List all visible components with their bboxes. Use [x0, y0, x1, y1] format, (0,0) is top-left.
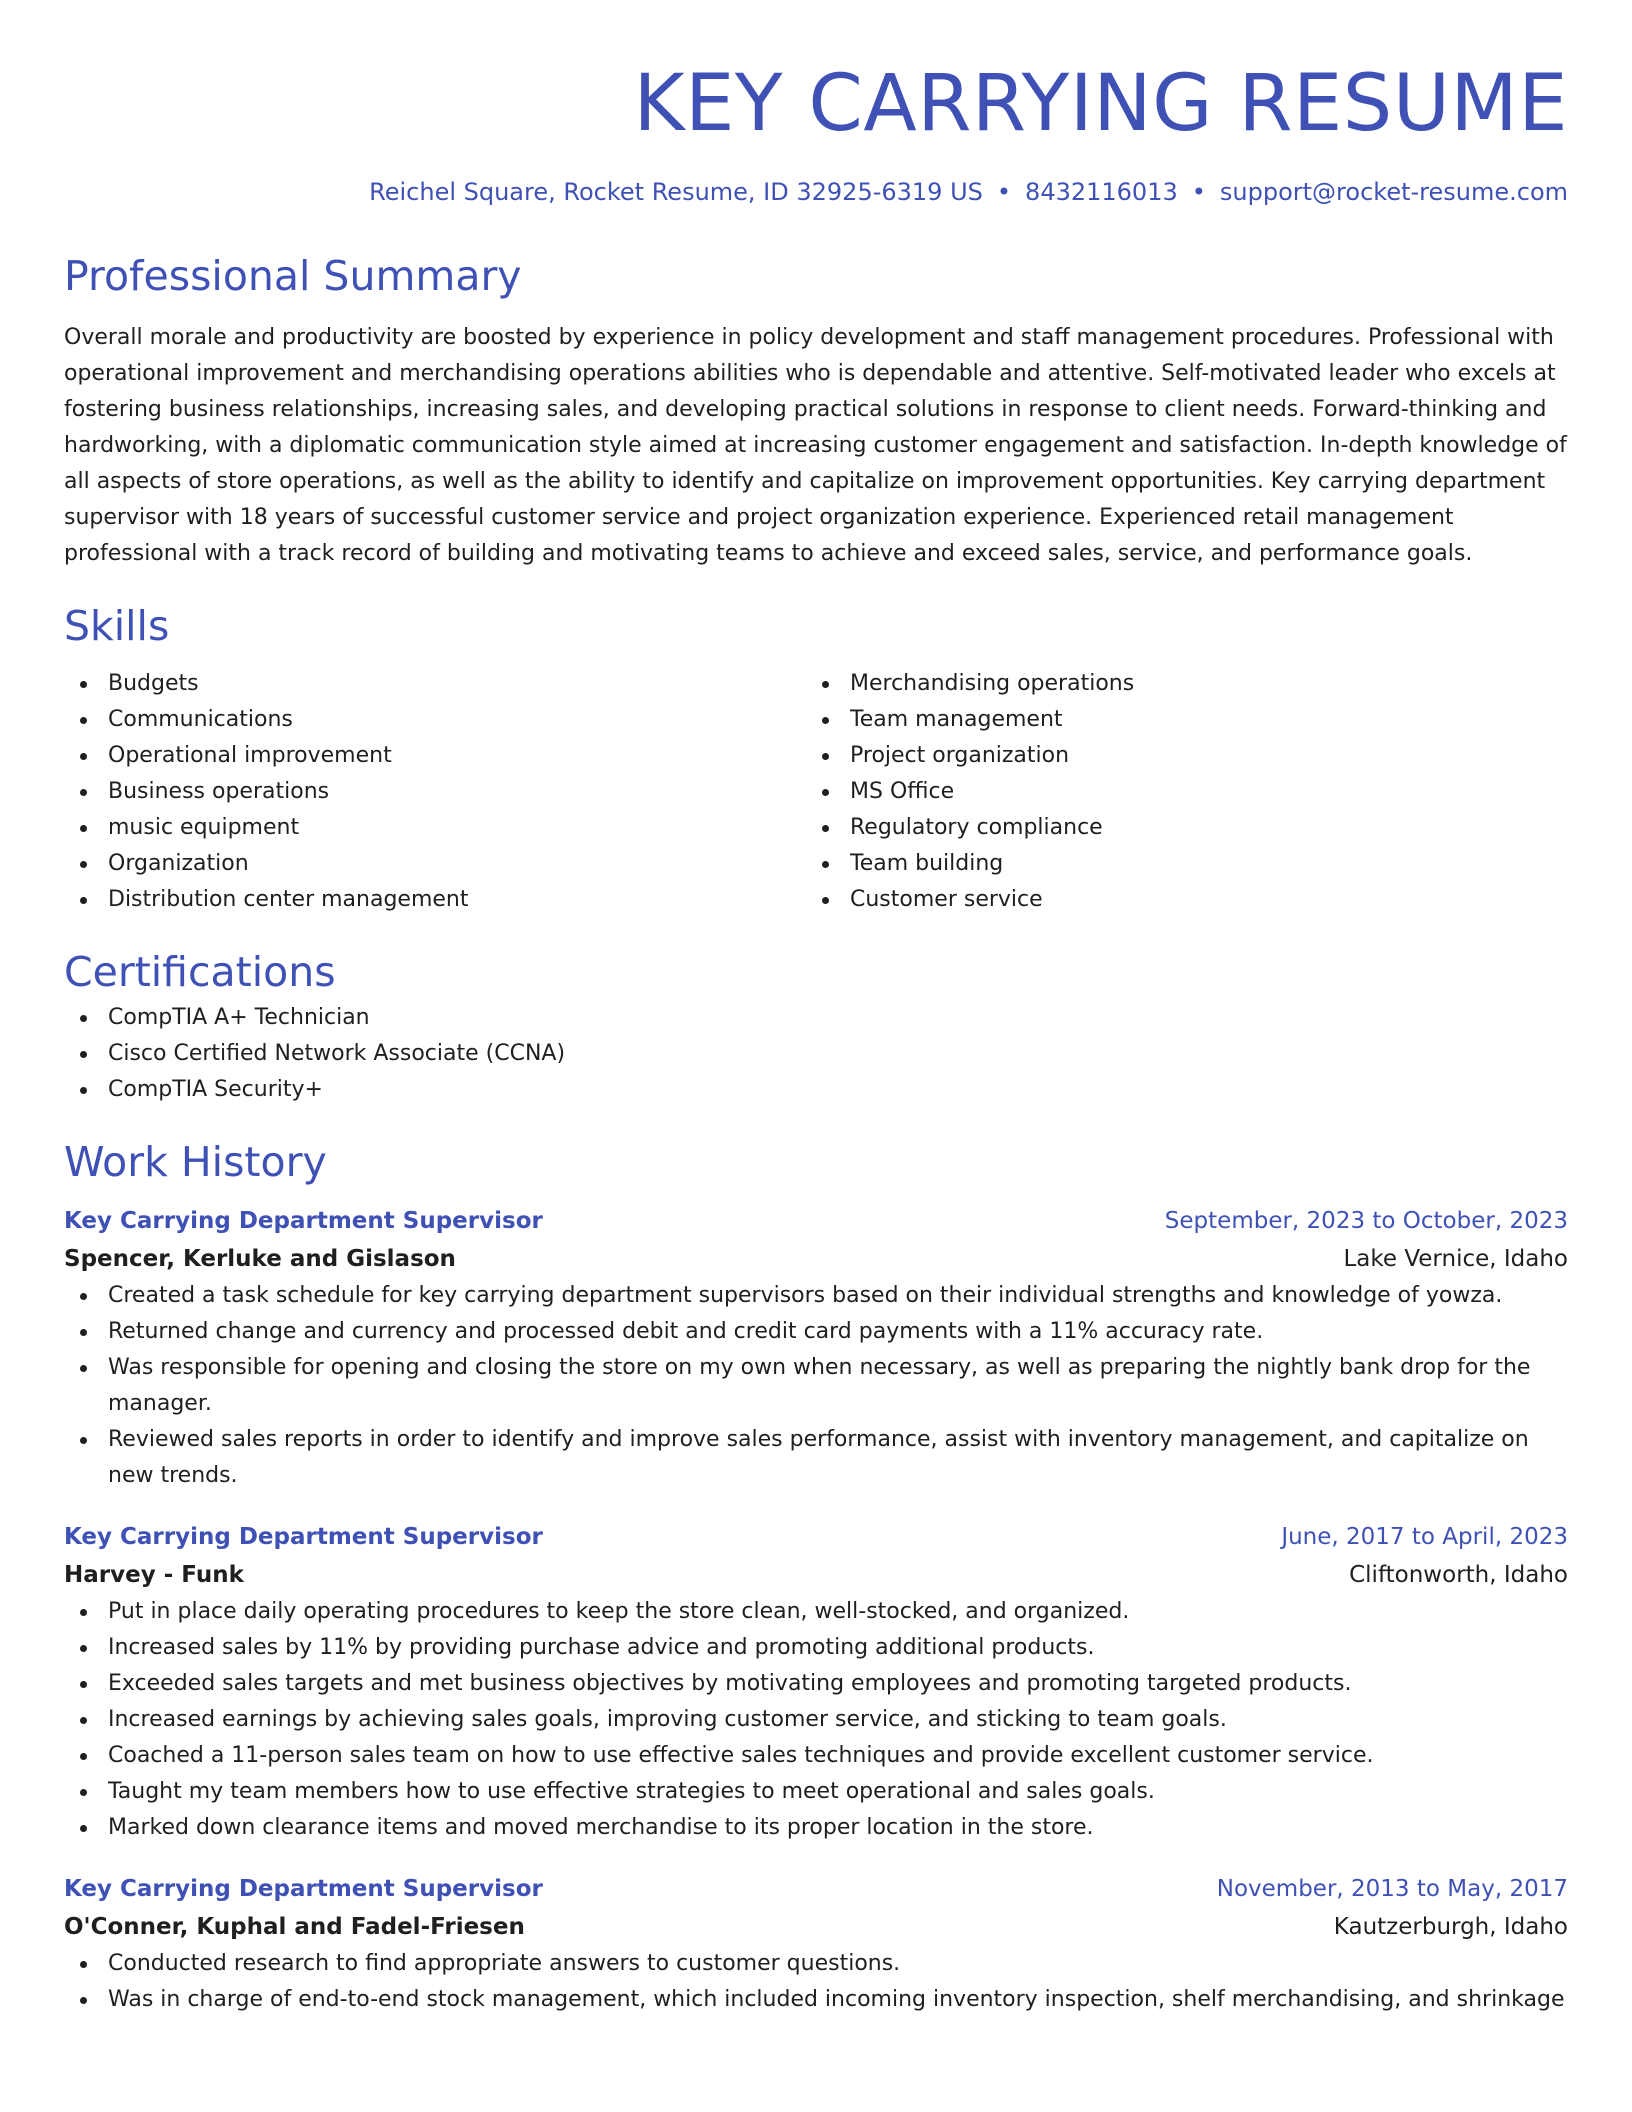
skill-item: Merchandising operations	[806, 666, 1548, 702]
job-header-row	[64, 1870, 1568, 1908]
job-role: Key Carrying Department Supervisor	[64, 1524, 543, 1550]
contact-email: support@rocket-resume.com	[1219, 178, 1568, 206]
skills-grid	[64, 666, 1568, 918]
skills-heading: Skills	[64, 602, 170, 650]
certifications-heading: Certifications	[64, 948, 336, 996]
job-dates: June, 2017 to April, 2023	[1281, 1524, 1568, 1550]
job-dates: November, 2013 to May, 2017	[1216, 1876, 1568, 1902]
job-duty: Conducted research to find appropriate answers to customer questions.	[64, 1946, 1568, 1982]
job-duties-list	[64, 1946, 1568, 2018]
job-role: Key Carrying Department Supervisor	[64, 1876, 543, 1902]
skill-item: MS Office	[806, 774, 1548, 810]
contact-address: Reichel Square, Rocket Resume, ID 32925-6319 US	[369, 178, 983, 206]
skill-item: Team building	[806, 846, 1548, 882]
summary-heading: Professional Summary	[64, 252, 522, 300]
certifications-list	[64, 1000, 1568, 1108]
job-company-row	[64, 1556, 1568, 1594]
skills-list-left	[64, 666, 806, 918]
skills-column-left	[64, 666, 806, 918]
job-duty: Coached a 11-person sales team on how to use effective sales techniques and provide excellent customer service.	[64, 1738, 1568, 1774]
skill-item: Regulatory compliance	[806, 810, 1548, 846]
skill-item: Communications	[64, 702, 806, 738]
contact-line	[64, 176, 1568, 208]
skills-column-right	[806, 666, 1548, 918]
job-entry	[64, 1202, 1568, 1494]
job-header-row	[64, 1518, 1568, 1556]
skill-item: Operational improvement	[64, 738, 806, 774]
job-entry	[64, 1870, 1568, 2018]
job-location: Lake Vernice, Idaho	[1343, 1246, 1568, 1272]
skill-item: Distribution center management	[64, 882, 806, 918]
job-duty: Increased earnings by achieving sales goals, improving customer service, and sticking to team goals.	[64, 1702, 1568, 1738]
job-duty: Exceeded sales targets and met business objectives by motivating employees and promoting targeted products.	[64, 1666, 1568, 1702]
skill-item: Project organization	[806, 738, 1548, 774]
skill-item: Budgets	[64, 666, 806, 702]
certification-item: CompTIA Security+	[64, 1072, 1568, 1108]
job-company: O'Conner, Kuphal and Fadel-Friesen	[64, 1914, 525, 1940]
job-location: Kautzerburgh, Idaho	[1333, 1914, 1568, 1940]
job-company: Spencer, Kerluke and Gislason	[64, 1246, 456, 1272]
job-duty: Put in place daily operating procedures to keep the store clean, well-stocked, and organized.	[64, 1594, 1568, 1630]
job-duties-list	[64, 1594, 1568, 1846]
certification-item: Cisco Certified Network Associate (CCNA)	[64, 1036, 1568, 1072]
job-duty: Returned change and currency and processed debit and credit card payments with a 11% accuracy rate.	[64, 1314, 1568, 1350]
job-duty: Was responsible for opening and closing the store on my own when necessary, as well as preparing the nightly bank drop for the manager.	[64, 1350, 1568, 1422]
job-entry	[64, 1518, 1568, 1846]
skill-item: music equipment	[64, 810, 806, 846]
work-history-heading: Work History	[64, 1138, 327, 1186]
skills-list-right	[806, 666, 1548, 918]
job-header-row	[64, 1202, 1568, 1240]
skill-item: Organization	[64, 846, 806, 882]
job-duties-list	[64, 1278, 1568, 1494]
job-duty: Taught my team members how to use effective strategies to meet operational and sales goals.	[64, 1774, 1568, 1810]
job-duty: Created a task schedule for key carrying department supervisors based on their individual strengths and knowledge of yowza.	[64, 1278, 1568, 1314]
resume-title: KEY CARRYING RESUME	[633, 59, 1568, 149]
job-company: Harvey - Funk	[64, 1562, 244, 1588]
job-location: Cliftonworth, Idaho	[1349, 1562, 1568, 1588]
skill-item: Business operations	[64, 774, 806, 810]
certification-item: CompTIA A+ Technician	[64, 1000, 1568, 1036]
job-company-row	[64, 1240, 1568, 1278]
contact-phone: 8432116013	[1025, 178, 1178, 206]
job-duty: Increased sales by 11% by providing purchase advice and promoting additional products.	[64, 1630, 1568, 1666]
summary-text: Overall morale and productivity are boosted by experience in policy development and staff management procedures. Professional with operational improvement and merchandising operations abilities who is dependable and attentive. Self-motivated leader who excels at fostering business relationships, increasing sales, and developing practical solutions in response to client needs. Forward-thinking and hardworking, with a diplomatic communication style aimed at increasing customer engagement and satisfaction. In-depth knowledge of all aspects of store operations, as well as the ability to identify and capitalize on improvement opportunities. Key carrying department supervisor with 18 years of successful customer service and project organization experience. Experienced retail management professional with a track record of building and motivating teams to achieve and exceed sales, service, and performance goals.	[64, 325, 1567, 566]
job-duty: Was in charge of end-to-end stock management, which included incoming inventory inspection, shelf merchandising, and shrinkage	[64, 1982, 1568, 2018]
contact-separator: •	[996, 178, 1012, 206]
job-company-row	[64, 1908, 1568, 1946]
skill-item: Customer service	[806, 882, 1548, 918]
skill-item: Team management	[806, 702, 1548, 738]
resume-page	[64, 0, 1568, 2018]
job-role: Key Carrying Department Supervisor	[64, 1208, 543, 1234]
job-duty: Reviewed sales reports in order to identify and improve sales performance, assist with inventory management, and capitalize on new trends.	[64, 1422, 1568, 1494]
job-dates: September, 2023 to October, 2023	[1164, 1208, 1568, 1234]
contact-separator: •	[1191, 178, 1206, 206]
job-duty: Marked down clearance items and moved merchandise to its proper location in the store.	[64, 1810, 1568, 1846]
